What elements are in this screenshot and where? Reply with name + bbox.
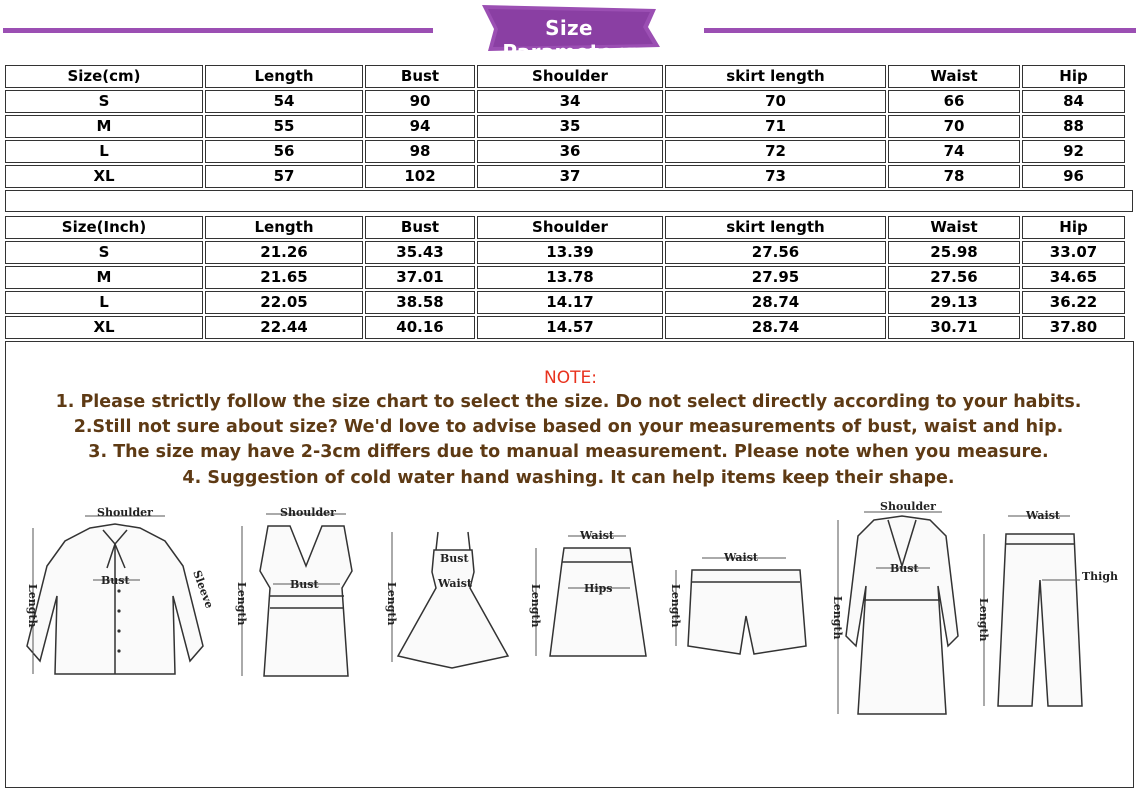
inch-table-column-header: Shoulder: [477, 216, 663, 239]
cm-table-value-cell: 90: [365, 90, 475, 113]
cm-table-column-header: Bust: [365, 65, 475, 88]
inch-table-value-cell: 33.07: [1022, 241, 1125, 264]
header-line-left: [3, 28, 433, 33]
cm-table-value-cell: 74: [888, 140, 1020, 163]
page-title: Size Parameters: [502, 16, 636, 64]
tank-top-icon: [228, 496, 368, 700]
cm-table-row: [5, 115, 1125, 138]
measurement-label: Length: [669, 584, 682, 628]
cm-table-value-cell: 78: [888, 165, 1020, 188]
cm-table-value-cell: 35: [477, 115, 663, 138]
cm-table-value-cell: 56: [205, 140, 363, 163]
inch-table-value-cell: 13.39: [477, 241, 663, 264]
cm-table-value-cell: 55: [205, 115, 363, 138]
cm-table-value-cell: 96: [1022, 165, 1125, 188]
cm-table-header-row: [5, 65, 1125, 88]
cm-table-value-cell: 94: [365, 115, 475, 138]
inch-table-row: [5, 291, 1125, 314]
inch-table-value-cell: 35.43: [365, 241, 475, 264]
measurement-label: Bust: [890, 562, 919, 575]
dress-icon: [380, 496, 520, 700]
inch-table-row: [5, 241, 1125, 264]
size-table-inch: [3, 214, 1127, 341]
shorts-icon: [662, 496, 812, 700]
measurement-label: Waist: [1026, 509, 1060, 522]
cm-table-value-cell: 102: [365, 165, 475, 188]
title-badge: [476, 3, 662, 64]
measurement-label: Shoulder: [880, 500, 936, 513]
pants-icon: [978, 496, 1128, 730]
shirt-icon: [15, 496, 215, 700]
inch-table-size-cell: L: [5, 291, 203, 314]
cm-table-value-cell: 92: [1022, 140, 1125, 163]
note-line-3: 3. The size may have 2-3cm differs due to manual measurement. Please note when you measure.: [88, 442, 1049, 462]
cm-table-size-cell: M: [5, 115, 203, 138]
inch-table-value-cell: 40.16: [365, 316, 475, 339]
table-spacer-row: [5, 190, 1133, 212]
measurement-label: Length: [977, 598, 990, 642]
cm-table-row: [5, 140, 1125, 163]
inch-table-value-cell: 14.57: [477, 316, 663, 339]
cm-table-value-cell: 36: [477, 140, 663, 163]
inch-table-value-cell: 21.26: [205, 241, 363, 264]
cm-table-row: [5, 90, 1125, 113]
inch-table-row: [5, 316, 1125, 339]
measurement-label: Length: [385, 582, 398, 626]
cm-table-column-header: Waist: [888, 65, 1020, 88]
cm-table-size-cell: S: [5, 90, 203, 113]
cm-table-value-cell: 57: [205, 165, 363, 188]
inch-table-value-cell: 14.17: [477, 291, 663, 314]
inch-table-column-header: Bust: [365, 216, 475, 239]
cm-table-column-header: Length: [205, 65, 363, 88]
inch-table-row: [5, 266, 1125, 289]
inch-table-value-cell: 27.95: [665, 266, 886, 289]
measurement-label: Shoulder: [97, 506, 153, 519]
note-title: NOTE:: [544, 368, 597, 388]
cm-table-value-cell: 34: [477, 90, 663, 113]
inch-table-value-cell: 13.78: [477, 266, 663, 289]
note-line-1: 1. Please strictly follow the size chart to select the size. Do not select directly according to your habits.: [55, 392, 1082, 412]
cm-table-size-cell: L: [5, 140, 203, 163]
note-line-4: 4. Suggestion of cold water hand washing. It can help items keep their shape.: [182, 468, 955, 488]
cm-table-value-cell: 72: [665, 140, 886, 163]
cm-table-value-cell: 66: [888, 90, 1020, 113]
inch-table-value-cell: 28.74: [665, 291, 886, 314]
measurement-label: Bust: [290, 578, 319, 591]
measurement-label: Length: [235, 582, 248, 626]
measurement-label: Hips: [584, 582, 613, 595]
cm-table-value-cell: 98: [365, 140, 475, 163]
cm-table-value-cell: 88: [1022, 115, 1125, 138]
inch-table-value-cell: 34.65: [1022, 266, 1125, 289]
inch-table-value-cell: 27.56: [888, 266, 1020, 289]
measurement-label: Waist: [724, 551, 758, 564]
coat-icon: [822, 496, 972, 730]
inch-table-size-cell: XL: [5, 316, 203, 339]
inch-table-column-header: Length: [205, 216, 363, 239]
inch-table-value-cell: 37.01: [365, 266, 475, 289]
header-line-right: [704, 28, 1136, 33]
note-line-2: 2.Still not sure about size? We'd love to advise based on your measurements of bust, waist and hip.: [73, 417, 1064, 437]
inch-table-column-header: Size(Inch): [5, 216, 203, 239]
inch-table-value-cell: 22.05: [205, 291, 363, 314]
inch-table-column-header: Hip: [1022, 216, 1125, 239]
cm-table-value-cell: 70: [665, 90, 886, 113]
inch-table-column-header: skirt length: [665, 216, 886, 239]
measurement-label: Shoulder: [280, 506, 336, 519]
inch-table-value-cell: 30.71: [888, 316, 1020, 339]
measurement-label: Length: [26, 584, 39, 628]
cm-table-size-cell: XL: [5, 165, 203, 188]
inch-table-value-cell: 21.65: [205, 266, 363, 289]
inch-table-value-cell: 38.58: [365, 291, 475, 314]
inch-table-value-cell: 25.98: [888, 241, 1020, 264]
measurement-label: Waist: [580, 529, 614, 542]
inch-table-value-cell: 29.13: [888, 291, 1020, 314]
inch-table-size-cell: S: [5, 241, 203, 264]
cm-table-column-header: Hip: [1022, 65, 1125, 88]
measurement-diagrams: [10, 496, 1130, 731]
inch-table-value-cell: 36.22: [1022, 291, 1125, 314]
measurement-label: Thigh: [1082, 570, 1119, 583]
cm-table-column-header: skirt length: [665, 65, 886, 88]
measurement-label: Length: [529, 584, 542, 628]
cm-table-value-cell: 37: [477, 165, 663, 188]
cm-table-value-cell: 71: [665, 115, 886, 138]
cm-table-value-cell: 70: [888, 115, 1020, 138]
inch-table-header-row: [5, 216, 1125, 239]
size-table-cm: [3, 63, 1127, 190]
cm-table-value-cell: 73: [665, 165, 886, 188]
skirt-icon: [518, 496, 658, 700]
inch-table-value-cell: 22.44: [205, 316, 363, 339]
measurement-label: Bust: [440, 552, 469, 565]
inch-table-column-header: Waist: [888, 216, 1020, 239]
cm-table-column-header: Size(cm): [5, 65, 203, 88]
inch-table-value-cell: 37.80: [1022, 316, 1125, 339]
measurement-label: Length: [831, 596, 844, 640]
measurement-label: Waist: [438, 577, 472, 590]
cm-table-value-cell: 54: [205, 90, 363, 113]
cm-table-value-cell: 84: [1022, 90, 1125, 113]
cm-table-row: [5, 165, 1125, 188]
inch-table-value-cell: 27.56: [665, 241, 886, 264]
inch-table-value-cell: 28.74: [665, 316, 886, 339]
measurement-label: Bust: [101, 574, 130, 587]
measurement-label: Sleeve: [190, 568, 216, 611]
cm-table-column-header: Shoulder: [477, 65, 663, 88]
inch-table-size-cell: M: [5, 266, 203, 289]
